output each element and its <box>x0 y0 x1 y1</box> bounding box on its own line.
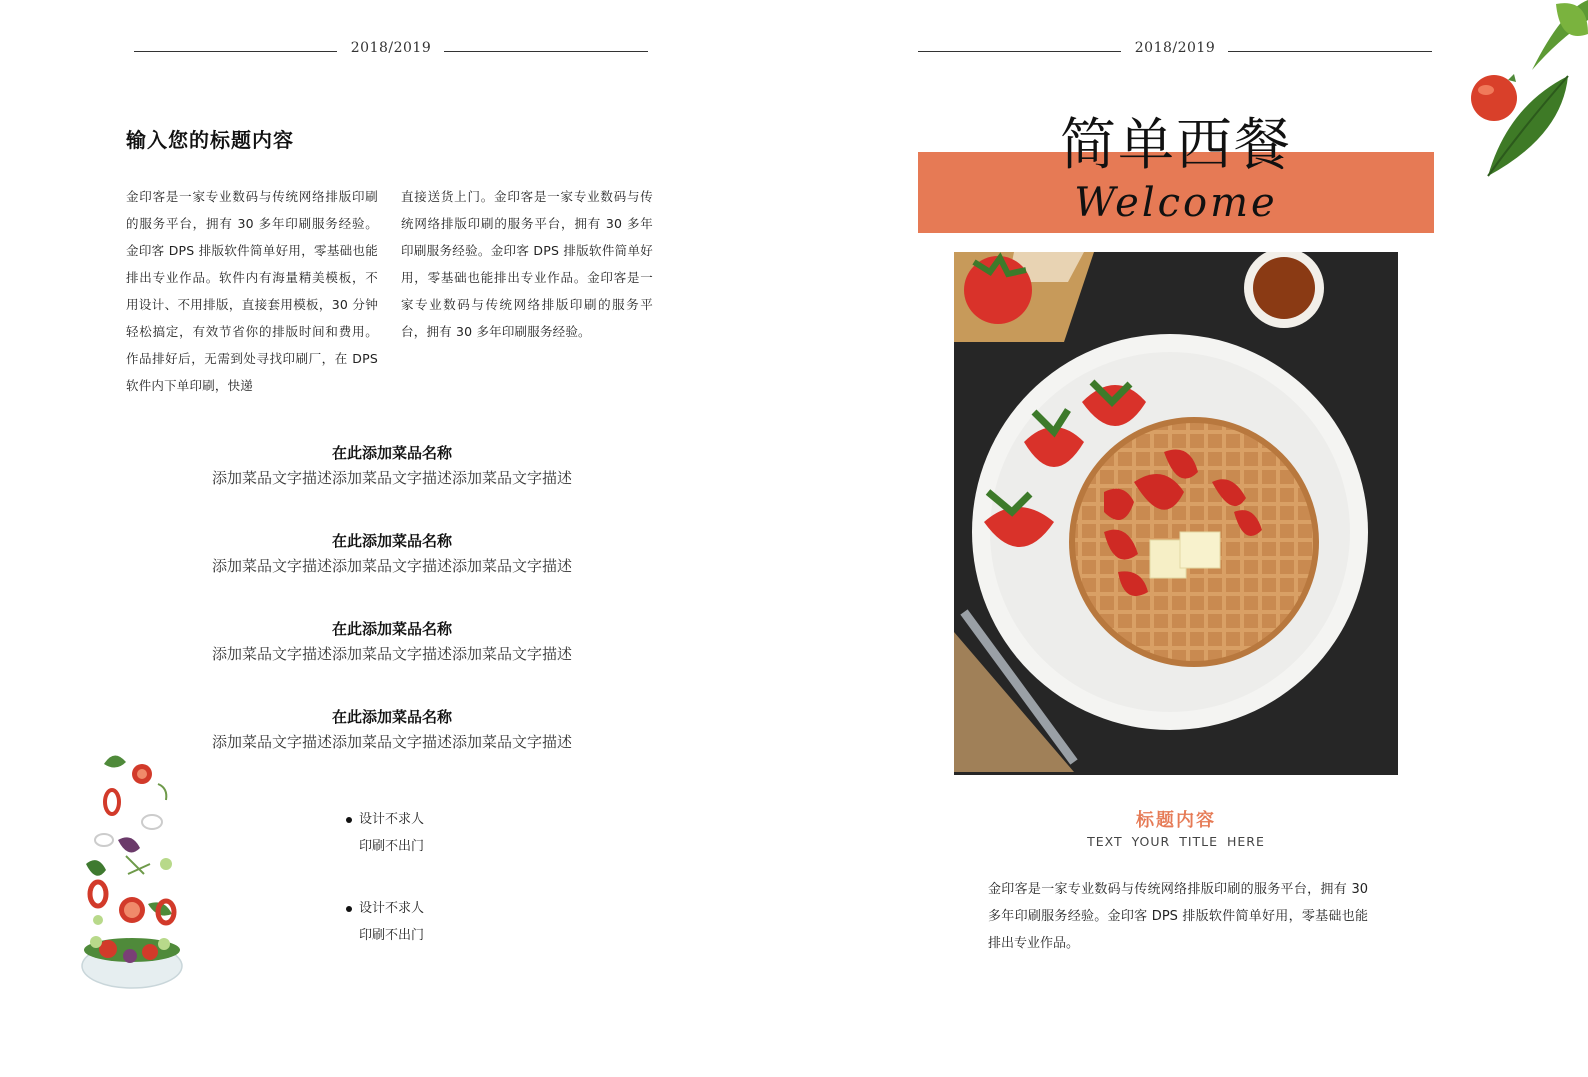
year-rule-left <box>134 40 648 64</box>
dish-name: 在此添加菜品名称 <box>331 532 452 550</box>
dish-description: 添加菜品文字描述添加菜品文字描述添加菜品文字描述 <box>211 733 572 751</box>
tomato-leaf-corner-image <box>1460 0 1588 180</box>
waffle-photo <box>954 252 1398 775</box>
bullet-dot-icon <box>346 906 352 912</box>
intro-text-column-1: 金印客是一家专业数码与传统网络排版印刷的服务平台，拥有 30 多年印刷服务经验。金印客 DPS 排版软件简单好用，零基础也能排出专业作品。软件内有海量精美模板，不用设计、不用排版，直接套用模板，30 分钟轻松搞定，有效节省你的排版时间和费用。作品排好后，无需到处寻找印刷厂，在 DPS 软件内下单印刷，快递 <box>126 189 378 393</box>
dish-item <box>190 441 594 491</box>
dish-item <box>190 617 594 667</box>
section-subtitle-en: TEXT YOUR TITLE HERE <box>1087 834 1265 849</box>
bullet-item <box>346 806 466 860</box>
bullet-line-2: 印刷不出门 <box>359 928 425 943</box>
section-subtitle: 标题内容 <box>1136 810 1216 831</box>
rule-line <box>1228 51 1432 52</box>
dish-description: 添加菜品文字描述添加菜品文字描述添加菜品文字描述 <box>211 557 572 575</box>
welcome-script: Welcome <box>1074 180 1278 226</box>
dish-name: 在此添加菜品名称 <box>331 444 452 462</box>
dish-description: 添加菜品文字描述添加菜品文字描述添加菜品文字描述 <box>211 469 572 487</box>
year-label: 2018/2019 <box>350 40 432 56</box>
bullet-line-1: 设计不求人 <box>359 901 425 916</box>
dish-item <box>190 529 594 579</box>
year-label: 2018/2019 <box>1134 40 1216 56</box>
dish-item <box>190 705 594 755</box>
page-title: 简单西餐 <box>1060 113 1292 178</box>
bullet-dot-icon <box>346 817 352 823</box>
rule-line <box>444 51 648 52</box>
salad-bowl-image <box>68 744 194 994</box>
bullet-line-2: 印刷不出门 <box>359 839 425 854</box>
right-body-text: 金印客是一家专业数码与传统网络排版印刷的服务平台，拥有 30 多年印刷服务经验。金印客 DPS 排版软件简单好用，零基础也能排出专业作品。 <box>988 882 1368 951</box>
left-page-title: 输入您的标题内容 <box>126 128 294 152</box>
bullet-item <box>346 895 466 949</box>
bullet-line-1: 设计不求人 <box>359 812 425 827</box>
dish-name: 在此添加菜品名称 <box>331 620 452 638</box>
intro-text-column-2: 直接送货上门。金印客是一家专业数码与传统网络排版印刷的服务平台，拥有 30 多年印刷服务经验。金印客 DPS 排版软件简单好用，零基础也能排出专业作品。金印客是一家专业数码与传统网络排版印刷的服务平台，拥有 30 多年印刷服务经验。 <box>401 189 653 339</box>
dish-name: 在此添加菜品名称 <box>331 708 452 726</box>
dish-description: 添加菜品文字描述添加菜品文字描述添加菜品文字描述 <box>211 645 572 663</box>
year-rule-right <box>918 40 1432 64</box>
